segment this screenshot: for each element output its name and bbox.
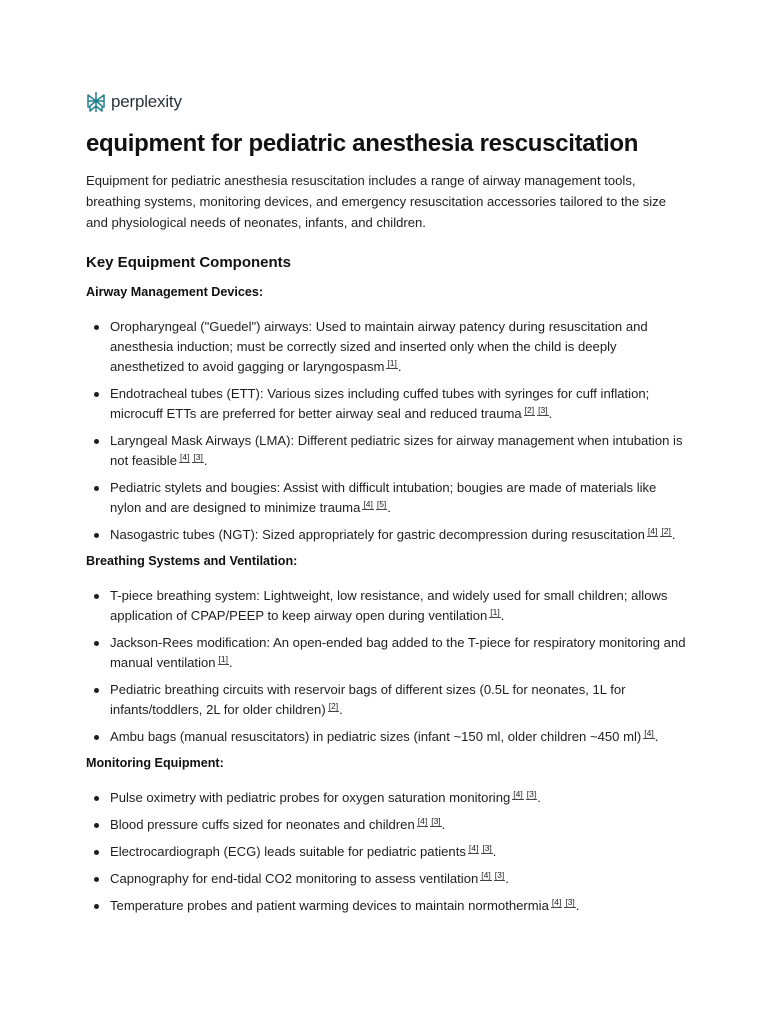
section-heading: Key Equipment Components xyxy=(86,254,292,271)
list-item xyxy=(86,815,686,835)
list-item-period: . xyxy=(339,702,343,717)
citation-link[interactable]: [3] xyxy=(431,816,441,826)
list-item xyxy=(86,431,686,471)
citation-link[interactable]: [3] xyxy=(482,843,492,853)
list-item-period: . xyxy=(229,655,233,670)
list-item xyxy=(86,788,686,808)
citation-link[interactable]: [2] xyxy=(661,526,671,536)
list-item xyxy=(86,586,686,626)
list-item-text: Electrocardiograph (ECG) leads suitable for pediatric patients xyxy=(110,844,466,859)
list-item xyxy=(86,478,686,518)
list-item-text: Endotracheal tubes (ETT): Various sizes including cuffed tubes with syringes for cuff inflation; microcuff ETTs are preferred for better airway seal and reduced trauma xyxy=(110,386,650,421)
citation-link[interactable]: [4] xyxy=(481,870,491,880)
bullet-list xyxy=(86,788,686,916)
list-item xyxy=(86,727,686,747)
citation-link[interactable]: [3] xyxy=(193,452,203,462)
bullet-list xyxy=(86,586,686,747)
list-item-period: . xyxy=(397,359,402,374)
list-item xyxy=(86,525,686,545)
citation-link[interactable]: [4] xyxy=(647,526,658,536)
subsection-title: Breathing Systems and Ventilation: xyxy=(86,554,298,568)
list-item-text: Nasogastric tubes (NGT): Sized appropriately for gastric decompression during resuscitation xyxy=(110,527,645,542)
list-item-text: Jackson-Rees modification: An open-ended bag added to the T-piece for respiratory monitoring and manual ventilation xyxy=(110,635,686,670)
list-item-text: Oropharyngeal ("Guedel") airways: Used to maintain airway patency during resuscitation and anesthesia induction; must be correctly sized and inserted only when the child is deeply anesthetized to avoid gagging or laryngospasm xyxy=(110,319,648,374)
citation-link[interactable]: [3] xyxy=(526,789,537,799)
list-item xyxy=(86,896,686,916)
list-item-period: . xyxy=(500,608,505,623)
citation-link[interactable]: [1] xyxy=(387,358,397,368)
citation-link[interactable]: [4] xyxy=(417,816,428,826)
list-item-period: . xyxy=(671,527,676,542)
list-item-period: . xyxy=(505,871,509,886)
citation-link[interactable]: [4] xyxy=(513,789,523,799)
list-item-text: Pulse oximetry with pediatric probes for oxygen saturation monitoring xyxy=(110,790,511,805)
list-item-text: Capnography for end-tidal CO2 monitoring to assess ventilation xyxy=(110,871,479,886)
list-item-period: . xyxy=(441,817,446,832)
citation-link[interactable]: [4] xyxy=(179,452,190,462)
list-item-period: . xyxy=(203,453,208,468)
list-item xyxy=(86,869,686,889)
citation-link[interactable]: [4] xyxy=(363,499,373,509)
sections-container xyxy=(86,283,686,916)
list-item-text: Laryngeal Mask Airways (LMA): Different pediatric sizes for airway management when intubation is not feasible xyxy=(110,433,683,468)
list-item-period: . xyxy=(537,790,541,805)
citation-link[interactable]: [4] xyxy=(468,843,479,853)
page-title: equipment for pediatric anesthesia rescuscitation xyxy=(86,130,639,157)
intro-paragraph: Equipment for pediatric anesthesia resuscitation includes a range of airway management tools, breathing systems, monitoring devices, and emergency resuscitation accessories tailored to the size and physiological needs of neonates, infants, and children. xyxy=(86,173,667,230)
subsection-title: Airway Management Devices: xyxy=(86,285,264,299)
subsection-title: Monitoring Equipment: xyxy=(86,756,224,770)
citation-link[interactable]: [3] xyxy=(565,897,575,907)
list-item xyxy=(86,633,686,673)
list-item-period: . xyxy=(654,729,659,744)
list-item-period: . xyxy=(492,844,497,859)
list-item-period: . xyxy=(387,500,391,515)
citation-link[interactable]: [2] xyxy=(524,405,535,415)
list-item xyxy=(86,842,686,862)
list-item-text: Blood pressure cuffs sized for neonates and children xyxy=(110,817,415,832)
list-item-period: . xyxy=(548,406,553,421)
list-item-text: Ambu bags (manual resuscitators) in pediatric sizes (infant ~150 ml, older children ~450 ml) xyxy=(110,729,642,744)
citation-link[interactable]: [4] xyxy=(644,728,654,738)
citation-link[interactable]: [5] xyxy=(376,499,387,509)
bullet-list xyxy=(86,317,686,545)
citation-link[interactable]: [2] xyxy=(328,701,339,711)
citation-link[interactable]: [3] xyxy=(538,405,548,415)
citation-link[interactable]: [1] xyxy=(490,607,500,617)
answer-content xyxy=(86,128,686,916)
citation-link[interactable]: [1] xyxy=(218,654,228,664)
list-item-text: Pediatric breathing circuits with reservoir bags of different sizes (0.5L for neonates, 1L for infants/toddlers, 2L for older children) xyxy=(110,682,626,717)
list-item xyxy=(86,384,686,424)
brand-name: perplexity xyxy=(111,92,182,111)
list-item-text: T-piece breathing system: Lightweight, low resistance, and widely used for small children; allows application of CPAP/PEEP to keep airway open during ventilation xyxy=(110,588,668,623)
list-item xyxy=(86,317,686,377)
citation-link[interactable]: [4] xyxy=(551,897,562,907)
list-item-period: . xyxy=(575,898,580,913)
citation-link[interactable]: [3] xyxy=(494,870,505,880)
list-item xyxy=(86,680,686,720)
perplexity-logo-icon xyxy=(86,91,106,113)
brand-logo[interactable] xyxy=(86,91,182,113)
list-item-text: Temperature probes and patient warming devices to maintain normothermia xyxy=(110,898,549,913)
list-item-text: Pediatric stylets and bougies: Assist with difficult intubation; bougies are made of materials like nylon and are designed to minimize trauma xyxy=(110,480,657,515)
